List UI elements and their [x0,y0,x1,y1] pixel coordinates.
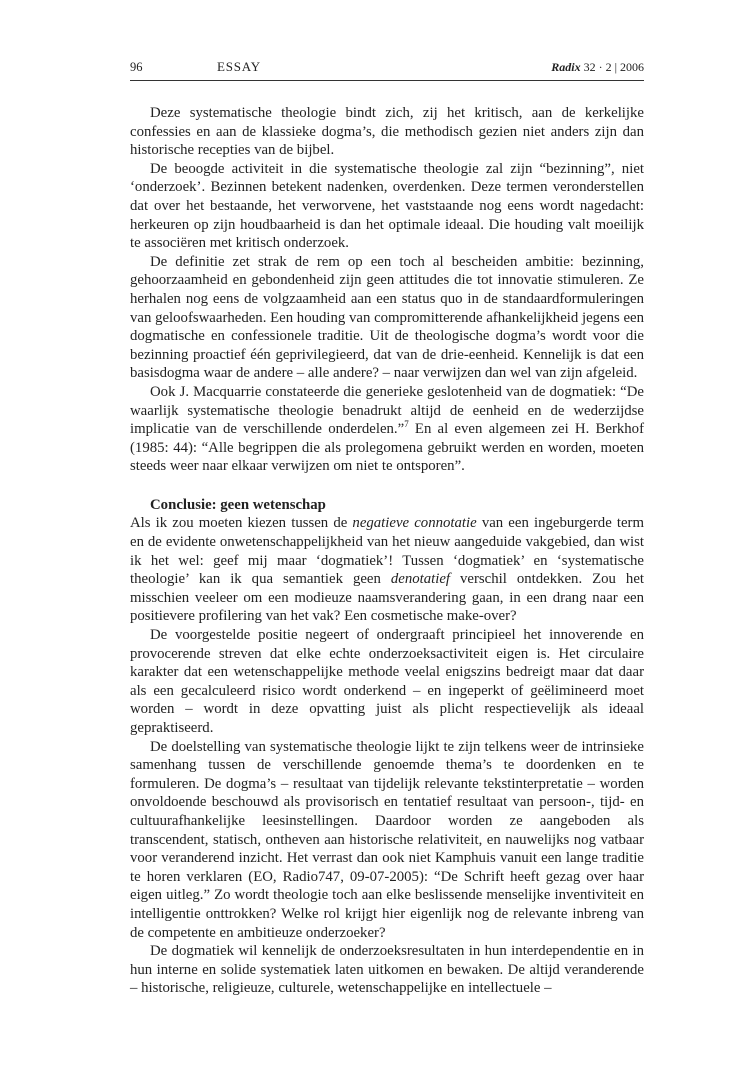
emphasis: denotatief [390,571,451,588]
paragraph: De dogmatiek wil kennelijk de onderzoeksresultaten in hun interdependentie en in hun interne en solide systematiek laten uitkomen en bewaken. De altijd veranderende – historische, religieuze, culturele, wetenschappelijke en intellectuele – [130,943,644,997]
paragraph-text: En al even algemeen zei H. Berkhof (1985: 44): “Alle begrippen die als prolegomena gebruikt werden en worden, moeten steeds weer naar elkaar verwijzen om niet te ontsporen”. [130,421,644,475]
paragraph-text: verschil ontdekken. Zou het misschien veeleer om een modieuze naamsverandering gaan, in een drang naar een positievere profilering van het vak? Een cosmetische make-over? [130,571,645,625]
paragraph-text: van een ingeburgerde term en de evidente onwetenschappelijkheid van het nieuw aangeduide vakgebied, dan wist ik het wel: geef mij maar ‘dogmatiek’! Tussen ‘dogmatiek’ en ‘systematische theologie’ kan ik qua semantiek geen [130,515,644,588]
paragraph [130,383,644,476]
page-number: 96 [130,60,143,74]
paragraph: De doelstelling van systematische theologie lijkt te zijn telkens weer de intrinsieke samenhang tussen de verschillende genoemde thema’s te doordenken en te formuleren. De dogma’s – resultaat van tijdelijk relevante tekstinterpretatie – worden onvoldoende beschouwd als provisorisch en tentatief resultaat van persoon-, tijd- en cultuurafhankelijke leesinstellingen. Daardoor worden ze aangeboden als transcendent, statisch, ontheven aan historische relativiteit, en nauwelijks nog vatbaar voor veranderend inzicht. Het verrast dan ook niet Kamphuis vanuit een lange traditie te horen verklaren (EO, Radio747, 09-07-2005): “De Schrift heeft gezag over haar eigen uitleg.” Zo wordt theologie toch aan elke beslissende menselijke inventiviteit en intelligentie onttrokken? Welke rol krijgt hier eigenlijk nog de relevante inbreng van de competente en ambitieuze onderzoeker? [130,738,644,941]
running-header [130,58,644,81]
footnote-marker: 7 [404,419,409,430]
paragraph [130,514,644,626]
emphasis: negatieve connotatie [352,515,477,532]
paragraph-text: Als ik zou moeten kiezen tussen de [130,515,353,532]
paragraph: Deze systematische theologie bindt zich, zij het kritisch, aan de kerkelijke confessies en aan de klassieke dogma’s, die methodisch gezien niet anders zijn dan historische recepties van de bijbel. [130,105,644,159]
section-heading: Conclusie: geen wetenschap [150,496,326,513]
journal-issue: 32 · 2 | 2006 [583,60,644,74]
paragraph: De beoogde activiteit in die systematische theologie zal zijn “bezinning”, niet ‘onderzoek’. Bezinnen betekent nadenken, overdenken. Deze termen veronderstellen dat over het bestaande, het verworvene, het vaststaande nog eens wordt nagedacht: herkeuren op zijn houdbaarheid is dan het optimale ideaal. Die houding valt moeilijk te associëren met kritisch onderzoek. [130,160,644,252]
journal-reference [551,60,644,75]
section-title: ESSAY [217,59,261,74]
article-body [130,104,644,998]
journal-name: Radix [551,60,581,74]
paragraph-text: Ook J. Macquarrie constateerde die generieke geslotenheid van de dogmatiek: “De waarlijk systematische theologie benadrukt altijd de eenheid en de wederzijdse implicatie van de verschillende onderdelen.” [130,383,644,438]
paragraph: De voorgestelde positie negeert of ondergraaft principieel het innoverende en provocerende streven dat elke echte onderzoeksactiviteit eigen is. Het circulaire karakter dat een wetenschappelijke methode veelal enigszins bedreigt maar dat daar als een gecalculeerd risico wordt onderkend – en ingeperkt of geëlimineerd moet worden – wordt in deze opvatting juist als plicht respectievelijk als ideaal gepraktiseerd. [130,627,644,736]
paragraph: De definitie zet strak de rem op een toch al bescheiden ambitie: bezinning, gehoorzaamheid en gebondenheid zijn geen attitudes die tot innovatie stimuleren. Ze herhalen nog eens de volgzaamheid aan een status quo in de standaardformuleringen van geloofswaarheden. Een houding van compromitterende afhankelijkheid jegens een dogmatische en confessionele traditie. Uit de theologische dogma’s wordt voor die bezinning proactief één geprivilegieerd, dat van de drie-eenheid. Kennelijk is dat een basisdogma waar de andere – alle andere? – naar verwijzen dan wel van zijn afgeleid. [130,253,645,382]
